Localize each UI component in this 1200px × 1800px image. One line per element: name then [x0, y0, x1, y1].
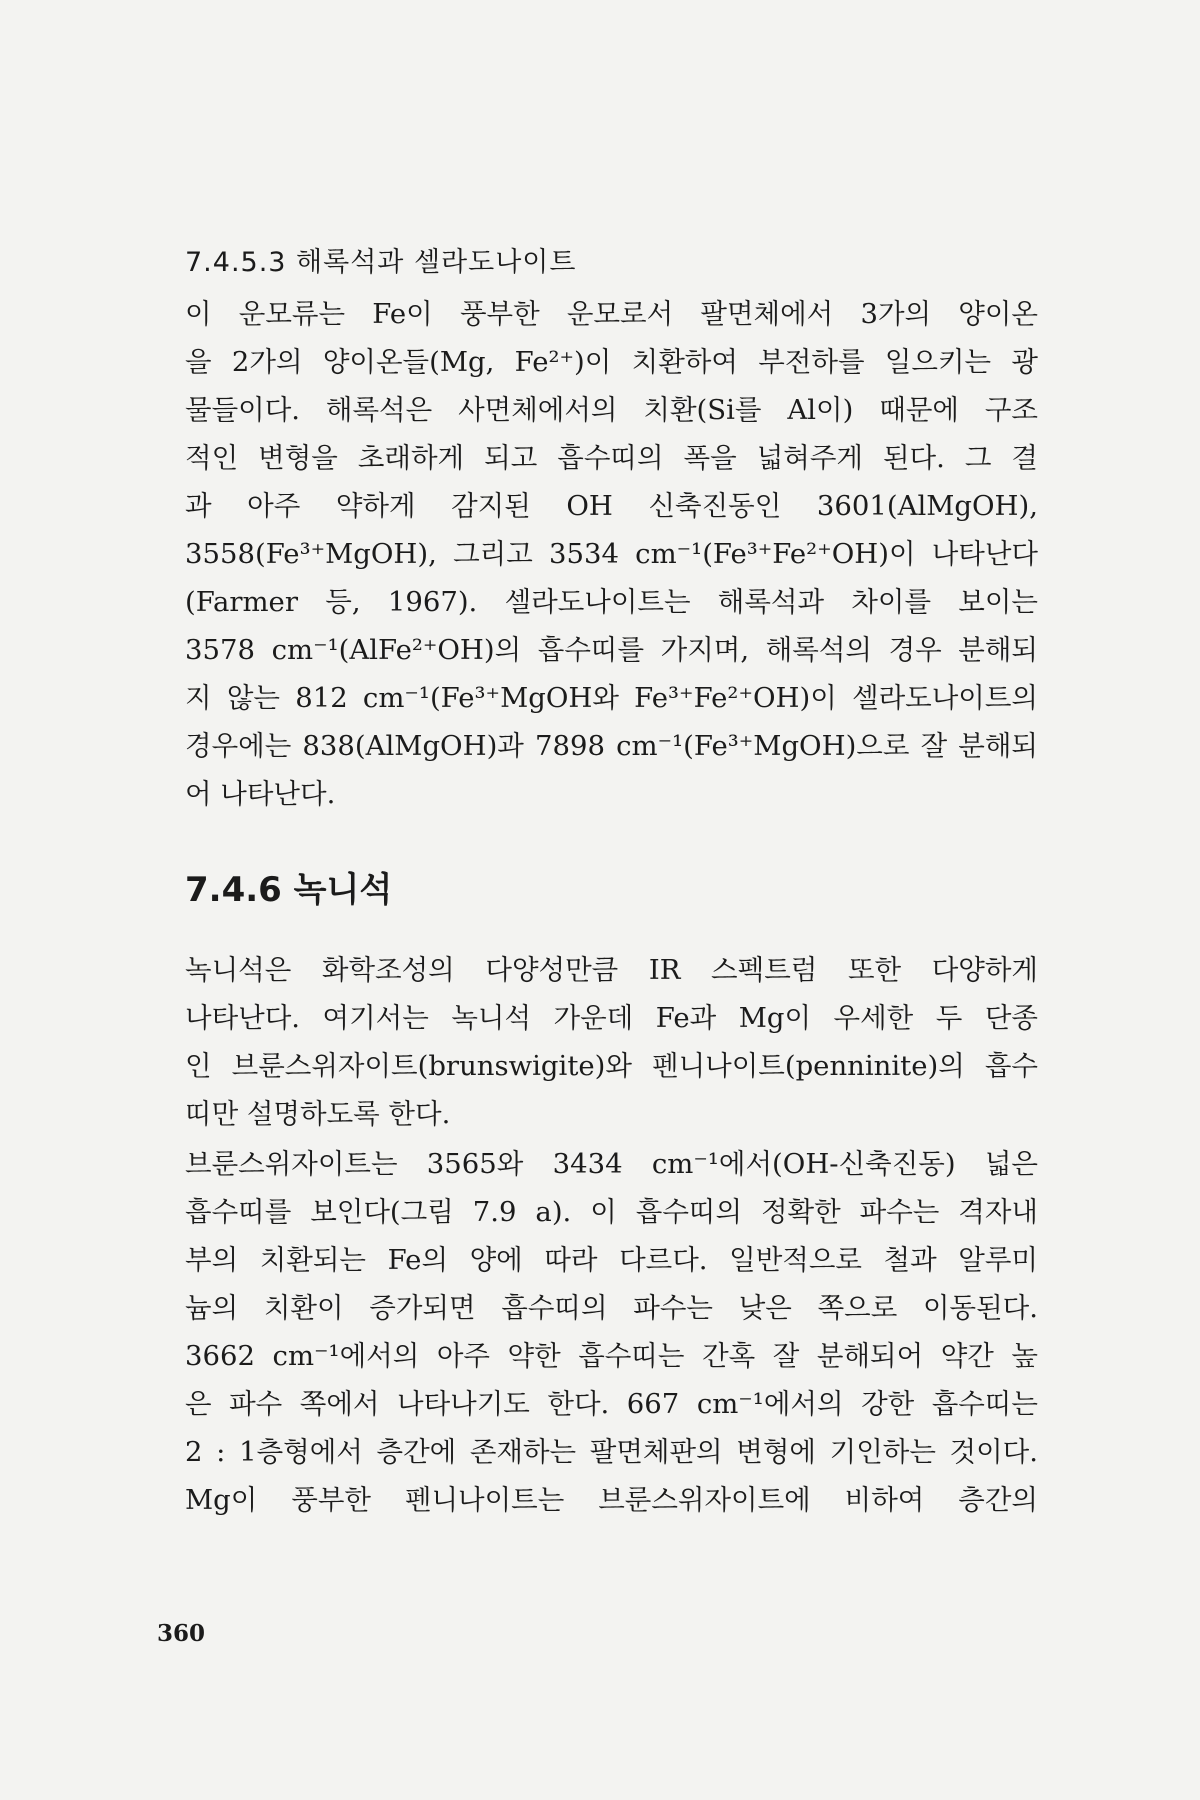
text-line: 부의 치환되는 Fe의 양에 따라 다르다. 일반적으로 철과 알루미	[185, 1244, 1038, 1276]
text-line: 나타난다. 여기서는 녹니석 가운데 Fe과 Mg이 우세한 두 단종	[185, 1002, 1038, 1034]
text-line: 2 : 1층형에서 층간에 존재하는 팔면체판의 변형에 기인하는 것이다.	[185, 1436, 1038, 1468]
text-line: 물들이다. 해록석은 사면체에서의 치환(Si를 Al이) 때문에 구조	[185, 394, 1038, 426]
text-line: 지 않는 812 cm⁻¹(Fe³⁺MgOH와 Fe³⁺Fe²⁺OH)이 셀라도나이트의	[185, 682, 1038, 714]
page-number: 360	[157, 1620, 206, 1647]
text-line: 띠만 설명하도록 한다.	[185, 1098, 451, 1130]
subsection-heading: 7.4.5.3 해록석과 셀라도나이트	[185, 247, 577, 278]
text-line: 3662 cm⁻¹에서의 아주 약한 흡수띠는 간혹 잘 분해되어 약간 높	[185, 1340, 1038, 1372]
text-line: Mg이 풍부한 펜니나이트는 브룬스위자이트에 비하여 층간의	[185, 1484, 1038, 1516]
text-line: 과 아주 약하게 감지된 OH 신축진동인 3601(AlMgOH),	[185, 490, 1038, 522]
text-line: 적인 변형을 초래하게 되고 흡수띠의 폭을 넓혀주게 된다. 그 결	[185, 442, 1038, 474]
text-line: 3558(Fe³⁺MgOH), 그리고 3534 cm⁻¹(Fe³⁺Fe²⁺OH)이 나타난다	[185, 538, 1038, 570]
text-line: 늄의 치환이 증가되면 흡수띠의 파수는 낮은 쪽으로 이동된다.	[185, 1292, 1038, 1324]
text-line: 녹니석은 화학조성의 다양성만큼 IR 스펙트럼 또한 다양하게	[185, 954, 1038, 986]
text-line: 은 파수 쪽에서 나타나기도 한다. 667 cm⁻¹에서의 강한 흡수띠는	[185, 1388, 1038, 1420]
paragraph-glauconite-celadonite	[185, 290, 1038, 818]
text-line: 을 2가의 양이온들(Mg, Fe²⁺)이 치환하여 부전하를 일으키는 광	[185, 346, 1038, 378]
paragraph-brunswigite	[185, 1140, 1038, 1476]
text-line: 브룬스위자이트는 3565와 3434 cm⁻¹에서(OH-신축진동) 넓은	[185, 1148, 1038, 1180]
text-line: (Farmer 등, 1967). 셀라도나이트는 해록석과 차이를 보이는	[185, 586, 1038, 618]
paragraph-chlorite-intro	[185, 946, 1038, 1138]
text-line: 인 브룬스위자이트(brunswigite)와 펜니나이트(penninite)의 흡수	[185, 1050, 1038, 1082]
text-line: 흡수띠를 보인다(그림 7.9 a). 이 흡수띠의 정확한 파수는 격자내	[185, 1196, 1038, 1228]
text-line: 어 나타난다.	[185, 778, 336, 810]
section-heading: 7.4.6 녹니석	[185, 870, 393, 910]
text-line: 이 운모류는 Fe이 풍부한 운모로서 팔면체에서 3가의 양이온	[185, 298, 1038, 330]
paragraph-penninite	[185, 1476, 1038, 1524]
text-line: 경우에는 838(AlMgOH)과 7898 cm⁻¹(Fe³⁺MgOH)으로 잘 분해되	[185, 730, 1038, 762]
text-line: 3578 cm⁻¹(AlFe²⁺OH)의 흡수띠를 가지며, 해록석의 경우 분해되	[185, 634, 1038, 666]
